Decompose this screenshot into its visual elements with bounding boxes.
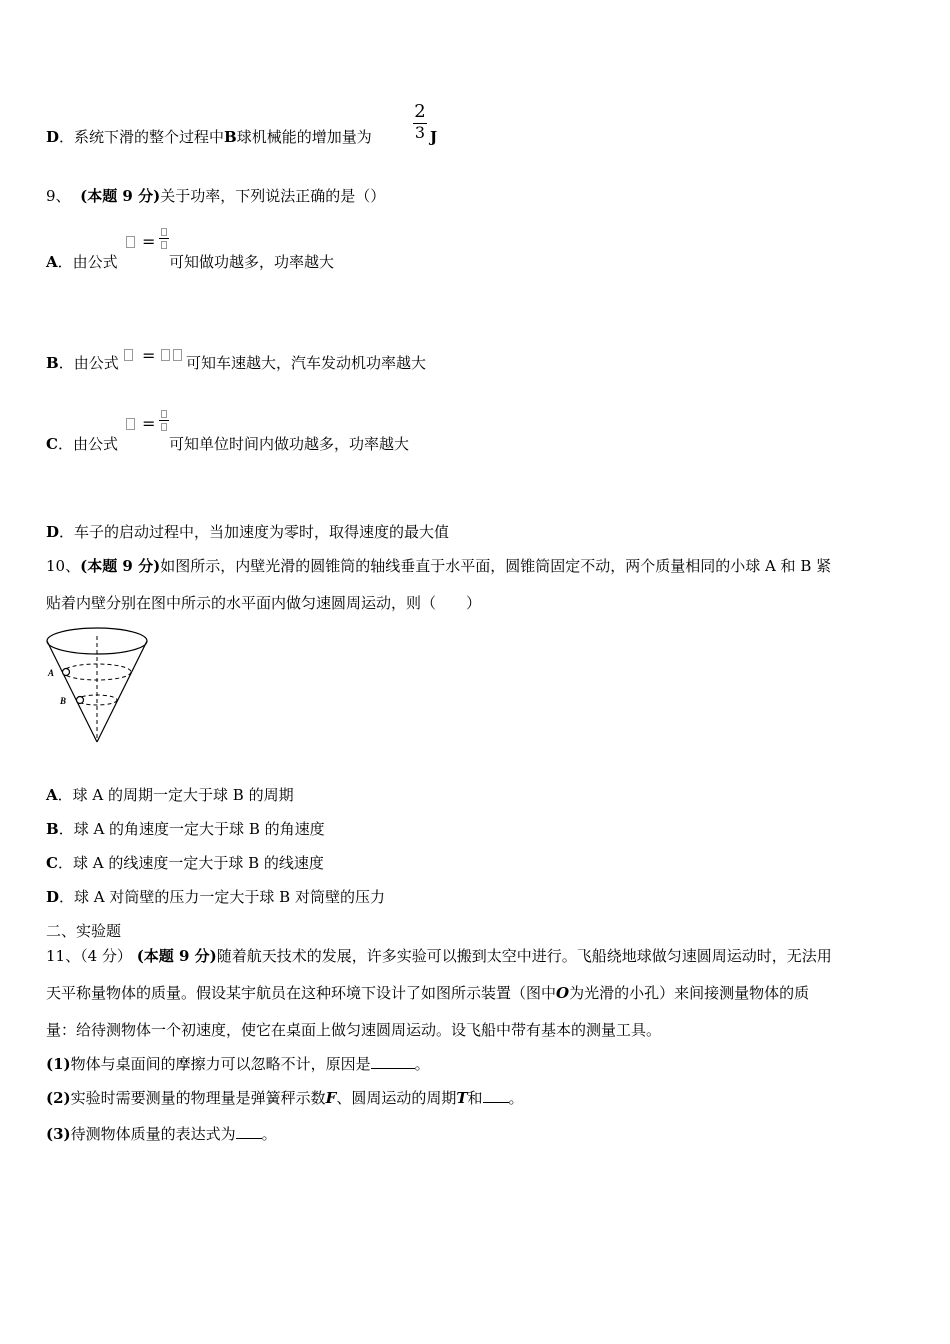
q11-line1 — [46, 946, 832, 966]
question-number: 11 — [46, 947, 66, 965]
fraction-numerator: 2 — [414, 101, 426, 122]
question-stem-cont: 贴着内壁分别在图中所示的水平面内做匀速圆周运动，则（ ） — [46, 594, 482, 612]
option-label: D — [46, 523, 60, 541]
q9-option-c-post — [169, 434, 409, 454]
formula-p-w-t-icon — [126, 228, 170, 258]
answer-blank[interactable] — [236, 1124, 262, 1139]
q9-option-c — [46, 434, 118, 454]
equals-sign: = — [142, 232, 156, 251]
sub-label: (2) — [46, 1089, 71, 1107]
cone-right-wall — [97, 641, 147, 742]
option-label: A — [46, 253, 58, 271]
q9-stem — [46, 186, 385, 206]
question-text: 量：给待测物体一个初速度，使它在桌面上做匀速圆周运动。设飞船中带有基本的测量工具。 — [46, 1021, 662, 1039]
question-text: 天平称量物体的质量。假设某宇航员在这种环境下设计了如图所示装置（图中 — [46, 984, 557, 1002]
option-pre: ．由公式 — [58, 354, 119, 372]
q8-unit — [430, 127, 437, 147]
section-heading: 二、实验题 — [46, 922, 122, 940]
question-number: 10 — [46, 557, 66, 575]
formula-p-w-t-icon — [126, 410, 170, 440]
question-prefix: (本题 9 分) — [80, 557, 161, 575]
q10-option-a — [46, 785, 294, 805]
q8-option-d — [46, 127, 372, 147]
option-text-b: B — [224, 128, 237, 146]
question-sep: 、 — [65, 557, 81, 575]
option-label: D — [46, 888, 60, 906]
formula-p-fv-icon — [124, 346, 186, 366]
symbol-f: F — [325, 1089, 337, 1107]
cone-figure — [44, 624, 154, 746]
q9-option-a-post — [169, 252, 334, 272]
q11-line3 — [46, 1020, 661, 1040]
question-text: 为光滑的小孔）来间接测量物体的质 — [569, 984, 810, 1002]
option-text: ．球 A 对筒壁的压力一定大于球 B 对筒壁的压力 — [59, 888, 385, 906]
q10-option-d — [46, 887, 385, 907]
q9-option-b — [46, 353, 119, 373]
answer-blank[interactable] — [483, 1088, 509, 1103]
fraction-denominator: 3 — [414, 123, 426, 142]
question-sep: 、 — [55, 187, 71, 205]
label-b: B — [60, 696, 67, 706]
ball-b — [77, 697, 84, 704]
question-number: 9 — [46, 187, 56, 205]
symbol-t: T — [456, 1089, 468, 1107]
option-label: C — [46, 435, 58, 453]
option-text: ．球 A 的线速度一定大于球 B 的线速度 — [57, 854, 324, 872]
option-post: 可知单位时间内做功越多，功率越大 — [169, 435, 410, 453]
sub-end: 。 — [508, 1089, 524, 1107]
q10-stem-line1 — [46, 556, 831, 576]
equals-sign: = — [142, 346, 156, 365]
q11-sub3 — [46, 1124, 277, 1144]
sub-text: 待测物体质量的表达式为 — [70, 1125, 236, 1143]
q9-option-d — [46, 522, 449, 542]
q11-sub1 — [46, 1054, 430, 1074]
question-prefix: (本题 9 分) — [80, 187, 161, 205]
sub-label: (1) — [46, 1055, 71, 1073]
option-label: C — [46, 854, 58, 872]
q11-sub2 — [46, 1088, 524, 1108]
cone-left-wall — [47, 641, 97, 742]
answer-blank[interactable] — [371, 1054, 415, 1069]
unit-j: J — [430, 128, 438, 146]
option-label: D — [46, 128, 60, 146]
option-text-2: 球机械能的增加量为 — [236, 128, 372, 146]
q9-option-b-post — [186, 353, 426, 373]
question-score: （4 分） — [80, 947, 132, 965]
q10-stem-line2 — [46, 593, 481, 613]
option-post: 可知车速越大，汽车发动机功率越大 — [186, 354, 427, 372]
question-stem: 如图所示，内壁光滑的圆锥筒的轴线垂直于水平面，圆锥筒固定不动，两个质量相同的小球 A 和 B 紧 — [160, 557, 832, 575]
option-label: B — [46, 354, 59, 372]
sub-label: (3) — [46, 1125, 71, 1143]
section-title — [46, 921, 121, 941]
ball-a — [63, 669, 70, 676]
sub-text: 实验时需要测量的物理量是弹簧秤示数 — [70, 1089, 326, 1107]
option-post: 可知做功越多，功率越大 — [169, 253, 335, 271]
q10-option-b — [46, 819, 325, 839]
sub-text: 物体与桌面间的摩擦力可以忽略不计，原因是 — [70, 1055, 371, 1073]
question-text: 随着航天技术的发展，许多实验可以搬到太空中进行。飞船绕地球做匀速圆周运动时，无法用 — [216, 947, 832, 965]
equals-sign: = — [142, 414, 156, 433]
label-a: A — [48, 668, 55, 678]
option-text: ．系统下滑的整个过程中 — [59, 128, 225, 146]
symbol-o: O — [556, 984, 570, 1002]
option-label: A — [46, 786, 58, 804]
option-pre: ．由公式 — [57, 435, 118, 453]
q10-option-c — [46, 853, 324, 873]
sub-end: 。 — [261, 1125, 277, 1143]
option-text: ．球 A 的角速度一定大于球 B 的角速度 — [58, 820, 325, 838]
option-pre: ．由公式 — [57, 253, 118, 271]
question-prefix: (本题 9 分) — [136, 947, 217, 965]
question-sep: 、 — [65, 947, 81, 965]
sub-text-2: 、圆周运动的周期 — [336, 1089, 457, 1107]
option-label: B — [46, 820, 59, 838]
fraction-two-thirds — [413, 102, 427, 141]
option-text: ．球 A 的周期一定大于球 B 的周期 — [57, 786, 294, 804]
q9-option-a — [46, 252, 118, 272]
sub-end: 。 — [414, 1055, 430, 1073]
sub-text-3: 和 — [467, 1089, 483, 1107]
question-stem: 关于功率，下列说法正确的是（） — [160, 187, 386, 205]
q11-line2 — [46, 983, 809, 1003]
option-text: ．车子的启动过程中，当加速度为零时，取得速度的最大值 — [59, 523, 450, 541]
